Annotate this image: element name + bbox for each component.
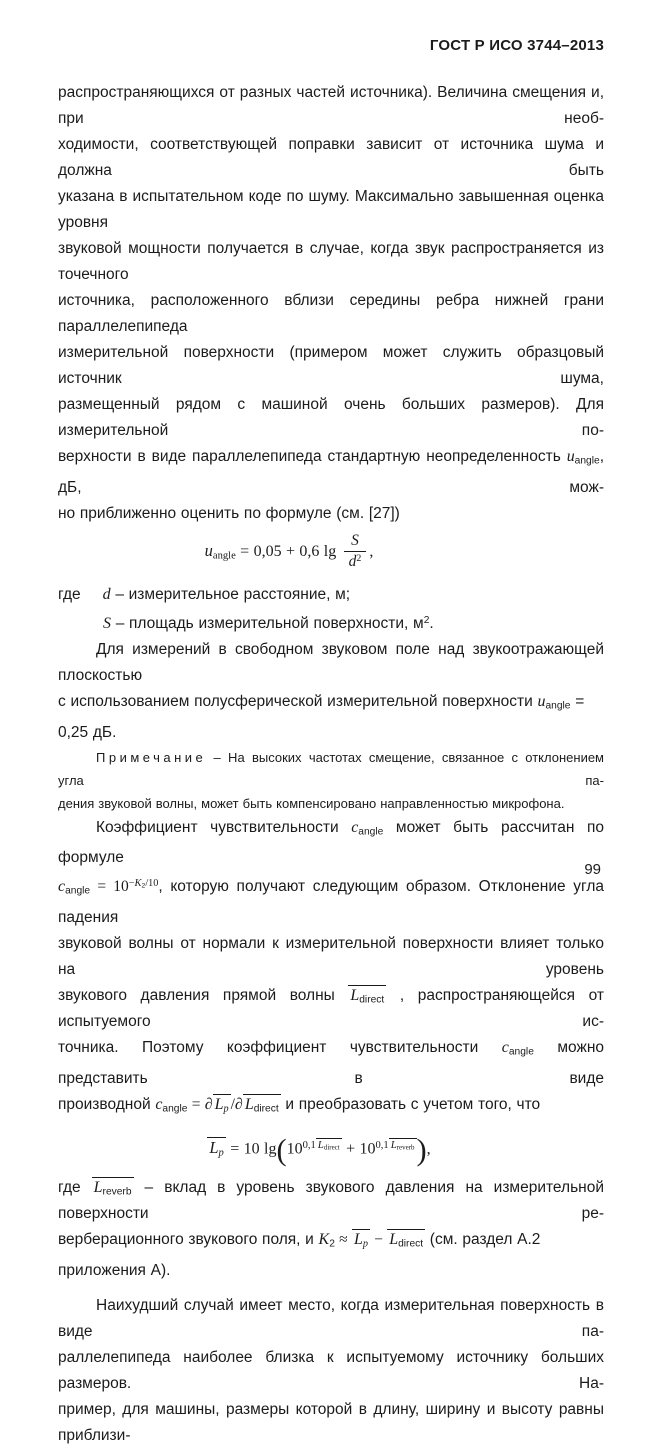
- math-variable: d: [348, 553, 357, 571]
- math-roman: ,: [426, 1140, 431, 1158]
- math-subscript-italic: p: [218, 1148, 224, 1160]
- text-run: распространяющихся от разных частей источника). Величина смещения и, при необ-: [58, 84, 604, 127]
- math-roman: −: [369, 1231, 388, 1249]
- math-variable: u: [204, 540, 213, 560]
- text-run: указана в испытательном коде по шуму. Максимально завышенная оценка уровня: [58, 188, 604, 231]
- overline-group: [207, 1137, 225, 1159]
- math-variable: c: [155, 1095, 163, 1113]
- math-superscript-group: [129, 878, 159, 889]
- text-run: ходимости, соответствующей поправки зависит от источника шума и должна быть: [58, 136, 604, 179]
- math-subscript-italic: p: [362, 1238, 368, 1250]
- math-variable: u: [566, 448, 575, 465]
- overline-group: [352, 1229, 370, 1250]
- math-variable: ∂: [204, 1095, 213, 1113]
- math-roman: = 10 lg: [225, 1140, 277, 1158]
- overline-group: [213, 1094, 231, 1115]
- math-roman: =: [187, 1095, 205, 1113]
- text-run: верхности в виде параллелепипеда стандартную неопределенность: [58, 448, 567, 465]
- text-run: звуковой волны от нормали к измерительной поверхности влияет только на уровень: [58, 935, 604, 979]
- math-subscript: direct: [359, 994, 385, 1006]
- text-run: – На высоких частотах смещение, связанное с отклонением угла па-: [58, 749, 604, 788]
- math-subscript: angle: [65, 886, 91, 898]
- math-variable: L: [350, 987, 360, 1005]
- math-subscript: direct: [398, 1238, 424, 1250]
- text-line: [58, 132, 604, 184]
- text-run: можно представить в виде: [58, 1039, 605, 1087]
- overline-group: [387, 1229, 425, 1250]
- math-roman: −: [128, 878, 135, 890]
- text-line: [58, 1092, 604, 1123]
- text-run: .: [429, 615, 434, 633]
- text-run: но приближенно оценить по формуле (см. [27]): [58, 504, 400, 522]
- text-run: производной: [58, 1095, 156, 1113]
- text-line: [58, 184, 604, 236]
- math-superscript: 2: [423, 615, 430, 627]
- text-run: верберационного звукового поля, и: [58, 1231, 319, 1249]
- overline-group: [316, 1138, 342, 1152]
- math-subscript: angle: [574, 455, 600, 467]
- math-variable: c: [58, 878, 66, 896]
- math-subscript: angle: [508, 1046, 534, 1058]
- big-paren: (: [276, 1133, 287, 1168]
- definition-line-s: [58, 608, 604, 637]
- math-variable: u: [537, 693, 546, 711]
- math-variable: K: [134, 878, 142, 890]
- math-variable: ∂: [234, 1095, 243, 1113]
- math-variable: L: [390, 1139, 397, 1152]
- math-subscript: angle: [358, 826, 384, 838]
- text-line: [58, 80, 604, 132]
- math-variable: d: [102, 586, 111, 604]
- big-paren: ): [416, 1133, 427, 1168]
- text-run: звуковой мощности получается в случае, когда звук распространяется из точечного: [58, 240, 604, 283]
- math-variable: c: [351, 818, 359, 836]
- text-run: дения звуковой волны, может быть компенсировано направленностью микрофона.: [58, 795, 565, 811]
- math-variable: L: [209, 1138, 219, 1158]
- formula-lp: [58, 1126, 604, 1169]
- text-line: [58, 1293, 604, 1345]
- math-subscript: reverb: [396, 1143, 415, 1152]
- text-run: , распространяющейся от испытуемого ис-: [58, 987, 604, 1031]
- document-body: [58, 80, 604, 1449]
- math-roman: ,: [369, 542, 374, 560]
- math-roman: 10: [286, 1140, 303, 1158]
- text-line: [58, 236, 604, 288]
- math-subscript: direct: [253, 1103, 279, 1115]
- fraction-denominator: [344, 552, 367, 571]
- math-variable: S: [103, 615, 111, 633]
- text-run: – площадь измерительной поверхности, м: [110, 615, 424, 633]
- overline-group: [348, 985, 386, 1006]
- math-variable: L: [353, 1231, 363, 1249]
- math-variable: c: [501, 1039, 509, 1057]
- text-run: размещенный рядом с машиной очень больших размеров). Для измерительной по-: [58, 396, 604, 439]
- text-run: точника. Поэтому коэффициент чувствительности: [58, 1039, 502, 1057]
- math-roman: /: [230, 1095, 235, 1113]
- page-number: 99: [584, 861, 601, 878]
- math-subscript: angle: [545, 700, 571, 712]
- text-line: [58, 637, 604, 689]
- text-line: [58, 1227, 604, 1284]
- text-run: Коэффициент чувствительности: [96, 818, 352, 836]
- text-run: Наихудший случай имеет место, когда измерительная поверхность в виде па-: [58, 1296, 604, 1340]
- math-superscript: 2: [356, 553, 362, 565]
- math-variable: L: [244, 1095, 254, 1113]
- text-line: [58, 871, 604, 931]
- standard-designation: ГОСТ Р ИСО 3744–2013: [429, 37, 604, 54]
- text-run: Для измерений в свободном звуковом поле над звукоотражающей плоскостью: [58, 641, 604, 685]
- math-variable: L: [389, 1231, 399, 1249]
- math-roman: = 10: [90, 878, 129, 896]
- text-line: [58, 501, 604, 527]
- math-variable: L: [93, 1179, 103, 1197]
- math-variable: L: [214, 1095, 224, 1113]
- math-roman: 0,1: [375, 1140, 389, 1152]
- note-line: [58, 792, 604, 815]
- math-variable: S: [351, 532, 359, 550]
- overline-group: [389, 1138, 417, 1152]
- text-run: с использованием полусферической измерительной поверхности: [58, 693, 538, 711]
- math-roman: 0,1: [302, 1140, 316, 1152]
- text-run: измерительной поверхности (примером может служить образцовый источник шума,: [58, 344, 604, 387]
- text-run: может быть рассчитан по формуле: [58, 818, 604, 867]
- definition-line-d: [58, 582, 604, 608]
- math-roman: + 10: [341, 1140, 376, 1158]
- overline-group: [243, 1094, 281, 1115]
- definition-line-lreverb: [58, 1175, 604, 1227]
- text-run: – измерительное расстояние, м;: [110, 586, 351, 604]
- math-subscript: angle: [212, 550, 236, 562]
- text-line: [58, 288, 604, 340]
- text-run: где: [58, 586, 81, 604]
- math-subscript: direct: [323, 1143, 340, 1152]
- math-superscript-group: [376, 1140, 417, 1151]
- math-roman: /10: [145, 878, 159, 890]
- text-run: , которую получают следующим образом. Отклонение угла падения: [58, 878, 604, 927]
- text-line: [58, 815, 604, 872]
- math-superscript-group: [303, 1140, 342, 1151]
- text-run: где: [58, 1179, 92, 1197]
- note-line: [58, 746, 604, 792]
- math-roman: ≈: [334, 1231, 352, 1249]
- math-subscript: angle: [162, 1103, 188, 1115]
- text-line: [58, 444, 604, 501]
- text-run: раллелепипеда наиболее близка к испытуемому источнику больших размеров. На-: [58, 1348, 604, 1392]
- fraction: [344, 532, 367, 572]
- text-line: [58, 392, 604, 444]
- text-run: и преобразовать с учетом того, что: [280, 1095, 541, 1113]
- text-line: [58, 1035, 604, 1092]
- text-line: [58, 1397, 604, 1449]
- text-run: источника, расположенного вблизи середины ребра нижней грани параллелепипеда: [58, 292, 604, 335]
- overline-group: [92, 1177, 134, 1198]
- text-line: [58, 340, 604, 392]
- formula-u-angle: [58, 530, 604, 578]
- math-subscript: 2: [329, 1238, 335, 1250]
- math-subscript: 2: [141, 883, 146, 891]
- math-variable: L: [317, 1139, 324, 1152]
- math-roman: = 0,05 + 0,6 lg: [235, 542, 341, 560]
- fraction-numerator: [344, 532, 367, 552]
- note-keyword: Примечание: [96, 749, 207, 765]
- text-run: – вклад в уровень звукового давления на измерительной поверхности ре-: [58, 1179, 604, 1223]
- text-run: (см. раздел А.2 приложения А).: [58, 1231, 541, 1279]
- math-subscript: reverb: [102, 1186, 132, 1198]
- text-run: пример, для машины, размеры которой в длину, ширину и высоту равны приблизи-: [58, 1400, 604, 1444]
- math-subscript-italic: p: [223, 1103, 229, 1115]
- text-line: [58, 983, 604, 1035]
- text-run: = 0,25 дБ.: [58, 693, 585, 741]
- math-variable: K: [318, 1231, 330, 1249]
- text-line: [58, 1345, 604, 1397]
- text-run: звукового давления прямой волны: [58, 987, 349, 1005]
- text-run: , дБ, мож-: [58, 448, 604, 496]
- text-line: [58, 931, 604, 983]
- text-line: [58, 689, 604, 746]
